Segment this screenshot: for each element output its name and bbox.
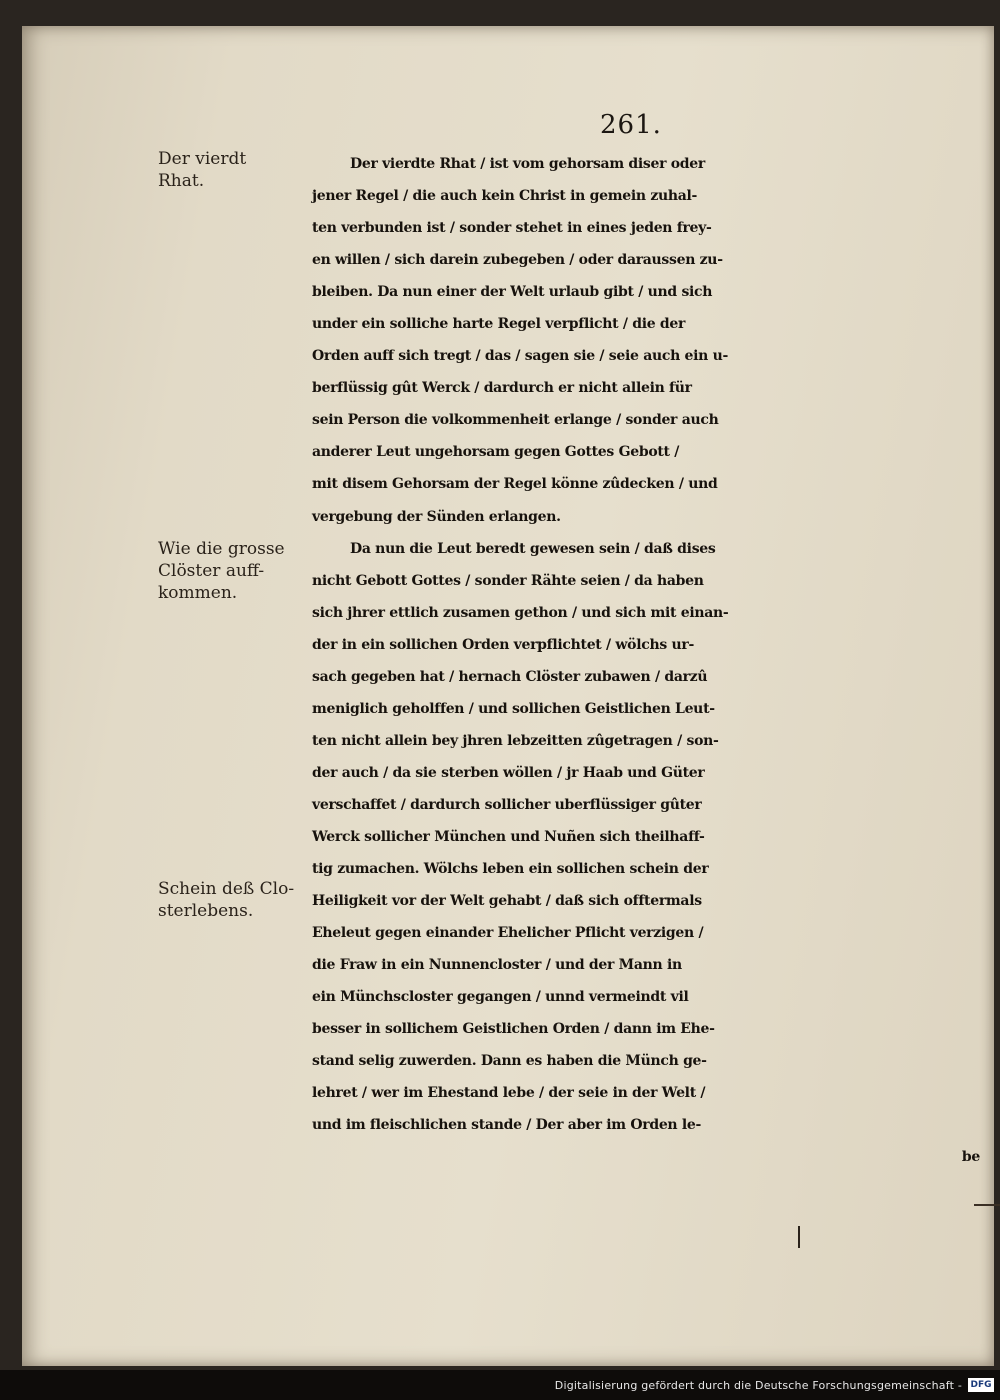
margin-note-closterleben bbox=[158, 878, 318, 922]
text-line: stand selig zuwerden. Dann es haben die Münch ge- bbox=[312, 1053, 707, 1070]
text-line: nicht Gebott Gottes / sonder Rähte seien / da haben bbox=[312, 572, 704, 589]
margin-note-line: Der vierdt bbox=[158, 149, 247, 169]
text-line: sein Person die volkommenheit erlange / sonder auch bbox=[312, 412, 719, 429]
catchword-rule bbox=[974, 1204, 1000, 1206]
text-line: bleiben. Da nun einer der Welt urlaub gibt / und sich bbox=[312, 284, 713, 301]
text-line: under ein solliche harte Regel verpflicht / die der bbox=[312, 316, 686, 333]
text-line: tig zumachen. Wölchs leben ein sollichen schein der bbox=[312, 861, 709, 878]
text-line: sich jhrer ettlich zusamen gethon / und sich mit einan- bbox=[312, 604, 729, 621]
margin-note-line: kommen. bbox=[158, 583, 238, 603]
margin-note-line: Schein deß Clo- bbox=[158, 879, 295, 899]
text-line: verschaffet / dardurch sollicher uberflüssiger gûter bbox=[312, 796, 702, 813]
text-line: die Fraw in ein Nunnencloster / und der Mann in bbox=[312, 957, 682, 974]
text-line: berflüssig gût Werck / dardurch er nicht allein für bbox=[312, 380, 692, 397]
footer-bar bbox=[0, 1370, 1000, 1400]
text-line: und im fleischlichen stande / Der aber im Orden le- bbox=[312, 1117, 702, 1134]
page-mark bbox=[798, 1226, 800, 1248]
body-text bbox=[312, 148, 992, 1174]
margin-note-line: sterlebens. bbox=[158, 901, 254, 921]
text-line: der auch / da sie sterben wöllen / jr Haab und Güter bbox=[312, 764, 705, 781]
text-line: anderer Leut ungehorsam gegen Gottes Gebott / bbox=[312, 444, 680, 461]
margin-note-line: Clöster auff- bbox=[158, 561, 265, 581]
dfg-logo-icon: DFG bbox=[968, 1378, 994, 1392]
text-line: mit disem Gehorsam der Regel könne zûdecken / und bbox=[312, 476, 718, 493]
text-line: meniglich geholffen / und sollichen Geistlichen Leut- bbox=[312, 700, 715, 717]
text-line: sach gegeben hat / hernach Clöster zubawen / darzû bbox=[312, 668, 708, 685]
text-line: Heiligkeit vor der Welt gehabt / daß sich offtermals bbox=[312, 893, 702, 910]
text-line: Der vierdte Rhat / ist vom gehorsam diser oder bbox=[350, 156, 705, 172]
text-line: der in ein sollichen Orden verpflichtet / wölchs ur- bbox=[312, 636, 694, 653]
margin-note-line: Rhat. bbox=[158, 171, 205, 191]
catchword: be bbox=[961, 1149, 980, 1166]
text-line: en willen / sich darein zubegeben / oder daraussen zu- bbox=[312, 252, 723, 269]
text-line: ten nicht allein bey jhren lebzeitten zûgetragen / son- bbox=[312, 732, 719, 749]
text-line: vergebung der Sünden erlangen. bbox=[312, 508, 561, 525]
text-line: Werck sollicher München und Nuñen sich theilhaff- bbox=[312, 828, 705, 845]
margin-note-closter bbox=[158, 538, 318, 604]
book-page bbox=[22, 26, 994, 1366]
text-line: ein Münchscloster gegangen / unnd vermeindt vil bbox=[312, 989, 689, 1006]
text-line: lehret / wer im Ehestand lebe / der seie in der Welt / bbox=[312, 1085, 706, 1102]
margin-note-line: Wie die grosse bbox=[158, 539, 285, 559]
text-line: Eheleut gegen einander Ehelicher Pflicht verzigen / bbox=[312, 925, 704, 942]
margin-note-der-vierdt-rhat bbox=[158, 148, 318, 192]
text-line: ten verbunden ist / sonder stehet in eines jeden frey- bbox=[312, 220, 712, 237]
text-line: jener Regel / die auch kein Christ in gemein zuhal- bbox=[312, 188, 698, 205]
footer-credit: Digitalisierung gefördert durch die Deutsche Forschungsgemeinschaft - bbox=[554, 1379, 962, 1392]
page-number: 261. bbox=[600, 110, 662, 140]
text-line: Orden auff sich tregt / das / sagen sie / seie auch ein u- bbox=[312, 348, 728, 365]
text-line: Da nun die Leut beredt gewesen sein / daß dises bbox=[350, 540, 716, 557]
text-line: besser in sollichem Geistlichen Orden / dann im Ehe- bbox=[312, 1021, 715, 1038]
